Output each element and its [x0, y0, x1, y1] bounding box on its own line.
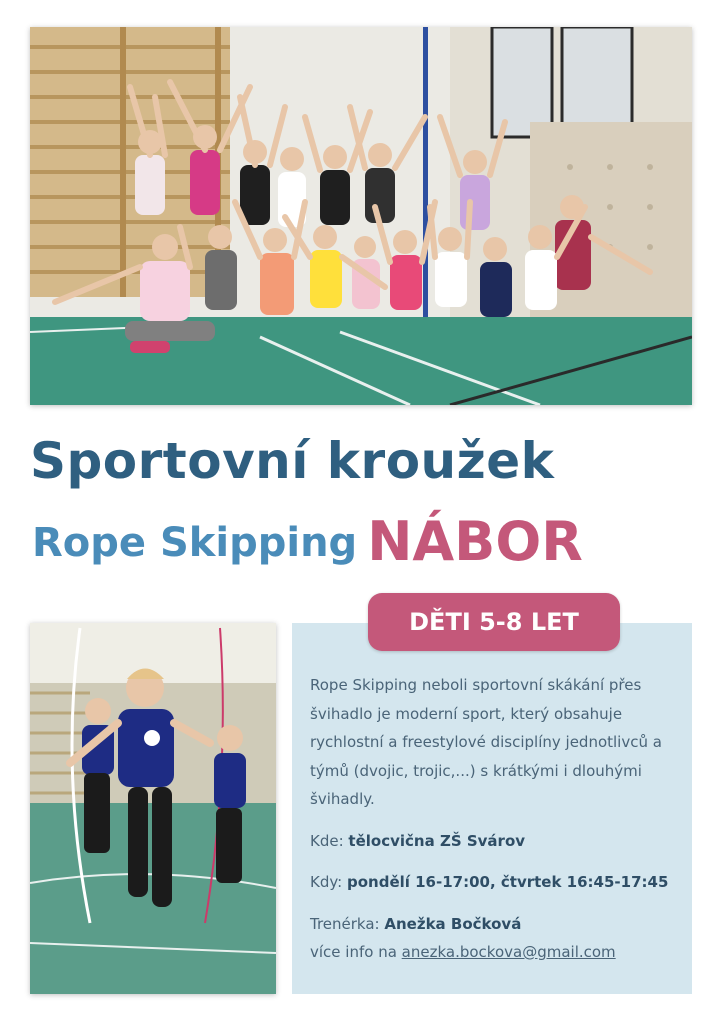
girl-jumping-rope-photo-icon	[30, 623, 276, 994]
group-of-children-photo-icon	[30, 27, 692, 405]
coach-name: Anežka Bočková	[384, 914, 522, 933]
coach-line	[310, 910, 686, 967]
group-photo	[30, 27, 692, 405]
schedule-value: pondělí 16-17:00, čtvrtek 16:45-17:45	[346, 873, 669, 891]
schedule-label: Kdy:	[310, 873, 343, 891]
rope-jumping-photo	[30, 623, 276, 994]
location-line	[310, 827, 686, 856]
subtitle-sport: Rope Skipping	[32, 520, 358, 566]
info-content	[310, 671, 686, 967]
page-title: Sportovní kroužek	[30, 432, 555, 490]
age-badge: DĚTI 5-8 LET	[368, 593, 620, 651]
location-label: Kde:	[310, 831, 344, 850]
schedule-line	[310, 868, 686, 897]
contact-email-link[interactable]: anezka.bockova@gmail.com	[401, 943, 616, 961]
description: Rope Skipping neboli sportovní skákání přes švihadlo je moderní sport, který obsahuje rychlostní a freestylové disciplíny jednotlivců a týmů (dvojic, trojic,...) s krátkými i dlouhými švihadly.	[310, 676, 662, 808]
contact-label: více info na	[310, 943, 397, 961]
subtitle	[32, 506, 692, 573]
coach-label: Trenérka:	[310, 914, 380, 933]
recruitment-accent: NÁBOR	[367, 510, 583, 573]
location-value: tělocvična ZŠ Svárov	[348, 831, 526, 850]
